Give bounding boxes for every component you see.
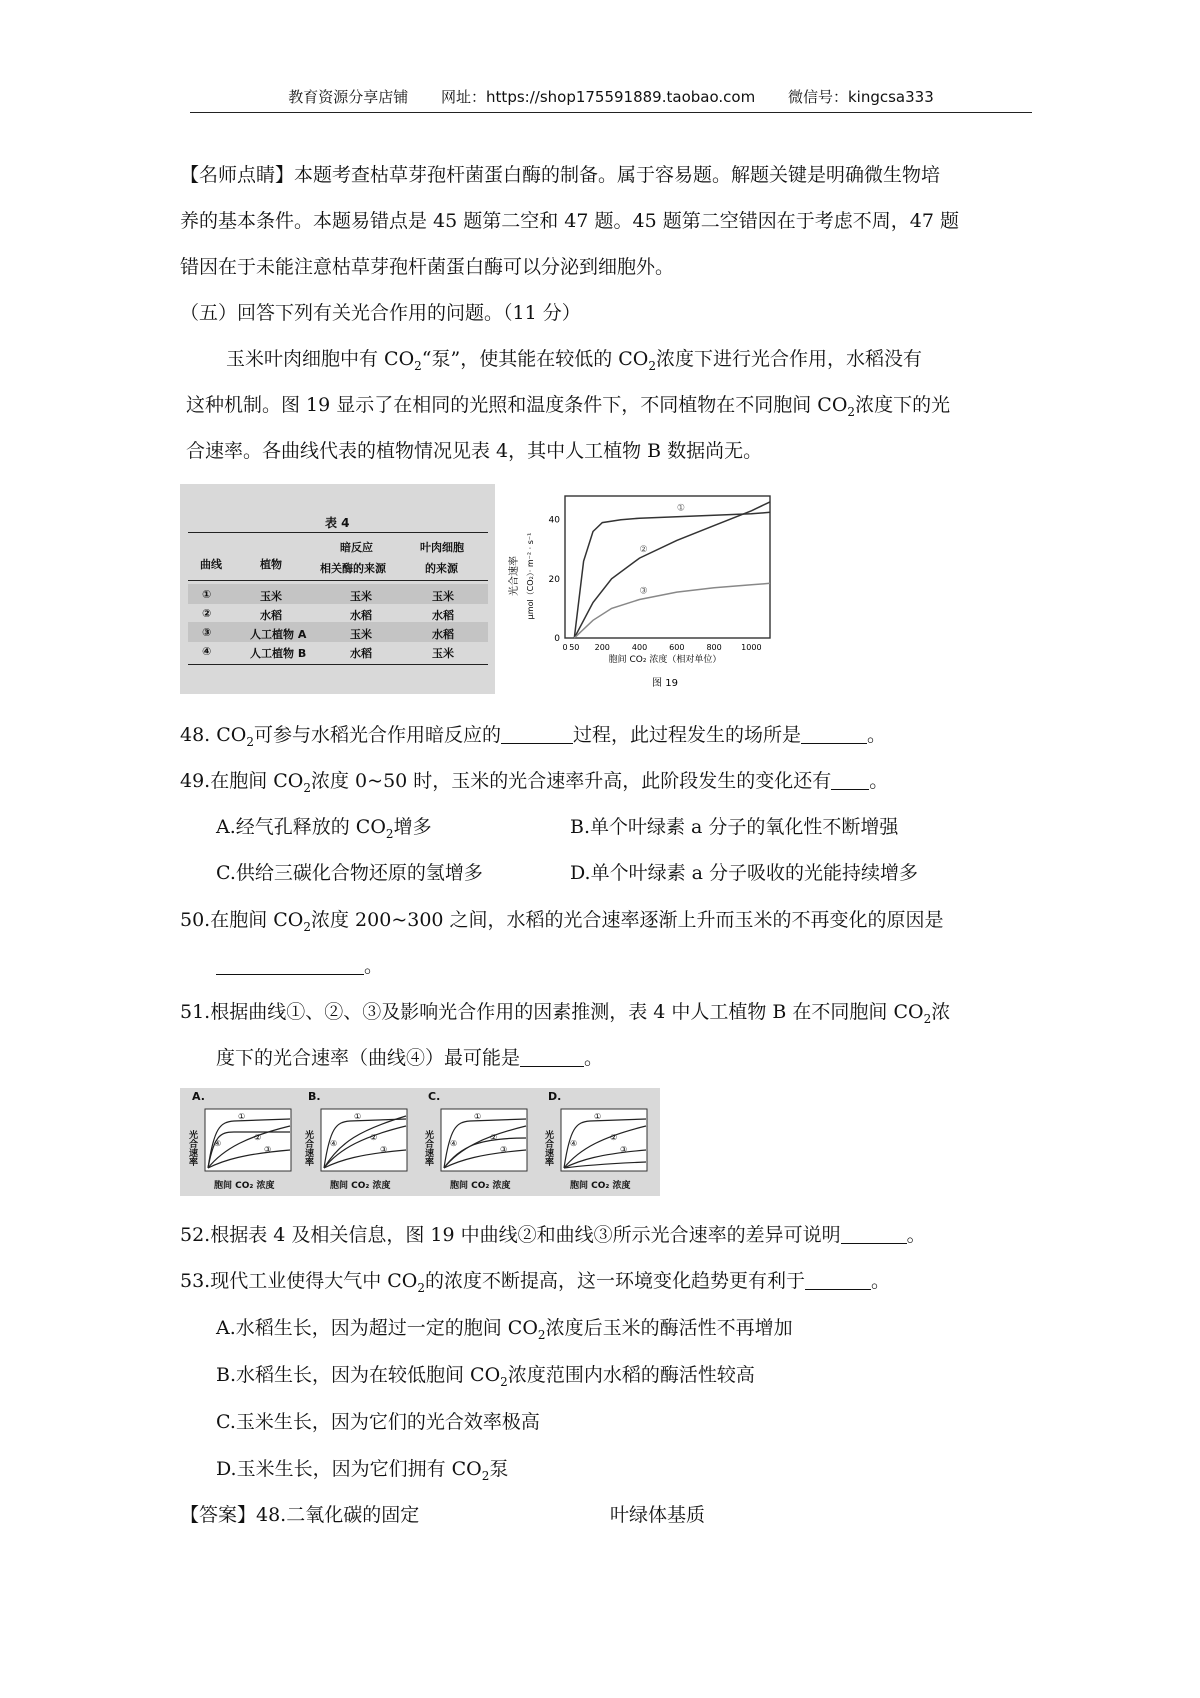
q51-option-curve-mark: ③ <box>264 1145 272 1154</box>
intro-line-2: 这种机制。图 19 显示了在相同的光照和温度条件下，不同植物在不同胞间 $CO_2$浓度下的光 <box>186 394 951 419</box>
table-header-enzyme-2: 相关酶的来源 <box>320 562 386 575</box>
q51-option-chart <box>320 1108 410 1174</box>
q49-option-a: A.经气孔释放的 $CO_2$增多 <box>216 816 432 841</box>
fig19-curve-label: ② <box>639 545 648 556</box>
q51-option-chart <box>204 1108 294 1174</box>
q51-option-letter: C. <box>428 1090 441 1103</box>
q49-blank[interactable] <box>831 770 869 790</box>
intro-line-3: 合速率。各曲线代表的植物情况见表 4，其中人工植物 B 数据尚无。 <box>186 440 763 462</box>
section-title: （五）回答下列有关光合作用的问题。（11 分） <box>180 302 581 324</box>
q51-option-xlabel: 胞间 CO₂ 浓度 <box>214 1181 275 1191</box>
table-row-1-enzyme: 玉米 <box>350 590 372 603</box>
q48-blank-1[interactable] <box>501 724 573 744</box>
fig19-xtick-label: 400 <box>631 643 648 652</box>
tips-line-1: 【名师点睛】本题考查枯草芽孢杆菌蛋白酶的制备。属于容易题。解题关键是明确微生物培 <box>180 164 941 186</box>
answer-part-2: 叶绿体基质 <box>610 1504 706 1526</box>
q50-blank[interactable] <box>216 955 364 975</box>
q51-option-curve-mark: ③ <box>500 1145 508 1154</box>
fig19-curve-label: ① <box>676 503 685 514</box>
table-header-curve: 曲线 <box>200 558 222 571</box>
q51-option-curve-mark: ① <box>354 1112 362 1121</box>
q53-blank[interactable] <box>805 1270 871 1290</box>
q51-option-curve-mark: ② <box>370 1133 378 1142</box>
q51-option-ylabel: 光合速率 <box>187 1130 197 1166</box>
question-50: 50.在胞间 $CO_2$浓度 200~300 之间，水稻的光合速率逐渐上升而玉米的不再变化的原因是 <box>180 909 944 934</box>
q51-option-letter: D. <box>548 1090 562 1103</box>
q51-option-curve-mark: ④ <box>570 1139 578 1148</box>
q51-option-xlabel: 胞间 CO₂ 浓度 <box>450 1181 511 1191</box>
q51-option-ylabel: 光合速率 <box>423 1130 433 1166</box>
question-49: 49.在胞间 $CO_2$浓度 0~50 时，玉米的光合速率升高，此阶段发生的变化还有 。 <box>180 770 889 795</box>
table-row-2-enzyme: 水稻 <box>350 609 372 622</box>
q51-option-curve-mark: ③ <box>380 1145 388 1154</box>
q53-option-b: B.水稻生长，因为在较低胞间 $CO_2$浓度范围内水稻的酶活性较高 <box>216 1364 755 1389</box>
q48-blank-2[interactable] <box>801 724 867 744</box>
answer-label: 【答案】48.二氧化碳的固定 <box>180 1504 420 1526</box>
fig19-xlabel: 胞间 CO₂ 浓度（相对单位） <box>608 655 722 665</box>
table-header-cell-1: 叶肉细胞 <box>420 541 464 554</box>
table-row-3-curve: ③ <box>202 626 212 639</box>
q51-option-curve-mark: ② <box>490 1133 498 1142</box>
table-row-2-curve: ② <box>202 607 212 620</box>
q51-option-xlabel: 胞间 CO₂ 浓度 <box>330 1181 391 1191</box>
fig19-ytick-label: 0 <box>554 634 560 644</box>
q51-option-curve-mark: ① <box>594 1112 602 1121</box>
table-row-3-enzyme: 玉米 <box>350 628 372 641</box>
table-title: 表 4 <box>325 516 350 530</box>
fig19-xtick-label: 600 <box>669 643 685 652</box>
q51-option-ylabel: 光合速率 <box>303 1130 313 1166</box>
figure-19-chart <box>505 486 780 696</box>
question-51-cont: 度下的光合速率（曲线④）最可能是 。 <box>216 1047 604 1069</box>
q52-blank[interactable] <box>841 1224 907 1244</box>
fig19-caption: 图 19 <box>652 678 678 689</box>
q51-option-curve-mark: ① <box>474 1112 482 1121</box>
table-header-enzyme-1: 暗反应 <box>340 541 373 554</box>
q51-option-curve-mark: ③ <box>620 1145 628 1154</box>
q53-option-d: D.玉米生长，因为它们拥有 $CO_2$泵 <box>216 1458 509 1483</box>
q51-option-letter: B. <box>308 1090 321 1103</box>
table-row-2-plant: 水稻 <box>260 609 282 622</box>
q51-option-letter: A. <box>192 1090 205 1103</box>
q51-blank[interactable] <box>520 1047 584 1067</box>
q49-option-d: D.单个叶绿素 a 分子吸收的光能持续增多 <box>570 862 919 884</box>
q51-option-xlabel: 胞间 CO₂ 浓度 <box>570 1181 631 1191</box>
q51-option-curve-mark: ④ <box>450 1139 458 1148</box>
table-row-4-enzyme: 水稻 <box>350 647 372 660</box>
fig19-xtick-label: 800 <box>706 643 722 652</box>
table-row-3-cell: 水稻 <box>432 628 454 641</box>
tips-line-3: 错因在于未能注意枯草芽孢杆菌蛋白酶可以分泌到细胞外。 <box>180 256 675 278</box>
table-row-4-plant: 人工植物 B <box>250 647 307 660</box>
table-row-1-curve: ① <box>202 588 212 601</box>
fig19-curve-label: ③ <box>639 586 648 597</box>
fig19-xtick-label: 1000 <box>741 643 762 652</box>
q51-option-curve-mark: ① <box>238 1112 246 1121</box>
table-4 <box>180 484 495 694</box>
fig19-xtick-label: 0 <box>562 643 568 652</box>
table-header-plant: 植物 <box>260 558 282 571</box>
fig19-yunit: μmol（CO₂）· m⁻² · s⁻¹ <box>526 532 535 620</box>
intro-line-1: 玉米叶肉细胞中有 $CO_2“$泵”，使其能在较低的 $CO_2$浓度下进行光合作用，水稻没有 <box>226 348 923 373</box>
q51-option-curve-mark: ④ <box>214 1139 222 1148</box>
table-row-3-plant: 人工植物 A <box>250 628 307 641</box>
q49-option-c: C.供给三碳化合物还原的氢增多 <box>216 862 483 884</box>
shop-url: 网址：https://shop175591889.taobao.com <box>441 88 756 106</box>
table-row-1-cell: 玉米 <box>432 590 454 603</box>
fig19-ytick-label: 40 <box>548 515 560 526</box>
wechat-id: 微信号：kingcsa333 <box>787 88 934 106</box>
q53-option-a: A.水稻生长，因为超过一定的胞间 $CO_2$浓度后玉米的酶活性不再增加 <box>216 1317 793 1342</box>
shop-name: 教育资源分享店铺 <box>288 88 409 106</box>
fig19-ytick-label: 20 <box>548 574 560 585</box>
q51-option-chart <box>440 1108 530 1174</box>
table-row-1-plant: 玉米 <box>260 590 282 603</box>
q51-option-curve-mark: ④ <box>330 1139 338 1148</box>
table-row-4-curve: ④ <box>202 645 212 658</box>
q51-option-curve-mark: ② <box>610 1133 618 1142</box>
question-51: 51.根据曲线①、②、③及影响光合作用的因素推测，表 4 中人工植物 B 在不同胞间 $CO_2$浓 <box>180 1001 951 1026</box>
q51-option-ylabel: 光合速率 <box>543 1130 553 1166</box>
fig19-xtick-label: 50 <box>569 643 580 652</box>
question-53: 53.现代工业使得大气中 $CO_2$的浓度不断提高，这一环境变化趋势更有利于 。 <box>180 1270 891 1295</box>
table-row-4-cell: 玉米 <box>432 647 454 660</box>
q51-option-curve-mark: ② <box>254 1133 262 1142</box>
q49-option-b: B.单个叶绿素 a 分子的氧化性不断增强 <box>570 816 899 838</box>
fig19-ylabel: 光合速率 <box>509 556 520 596</box>
table-header-cell-2: 的来源 <box>425 562 458 575</box>
table-row-2-cell: 水稻 <box>432 609 454 622</box>
q53-option-c: C.玉米生长，因为它们的光合效率极高 <box>216 1411 540 1433</box>
question-52: 52.根据表 4 及相关信息，图 19 中曲线②和曲线③所示光合速率的差异可说明 。 <box>180 1224 926 1246</box>
fig19-xtick-label: 200 <box>594 643 610 652</box>
question-48: 48. $CO_2$可参与水稻光合作用暗反应的 过程，此过程发生的场所是 。 <box>180 724 887 749</box>
q51-option-chart <box>560 1108 650 1174</box>
page-header <box>190 82 1032 113</box>
tips-line-2: 养的基本条件。本题易错点是 45 题第二空和 47 题。45 题第二空错因在于考虑不周，47 题 <box>180 210 959 232</box>
question-50-cont: 。 <box>216 951 383 978</box>
